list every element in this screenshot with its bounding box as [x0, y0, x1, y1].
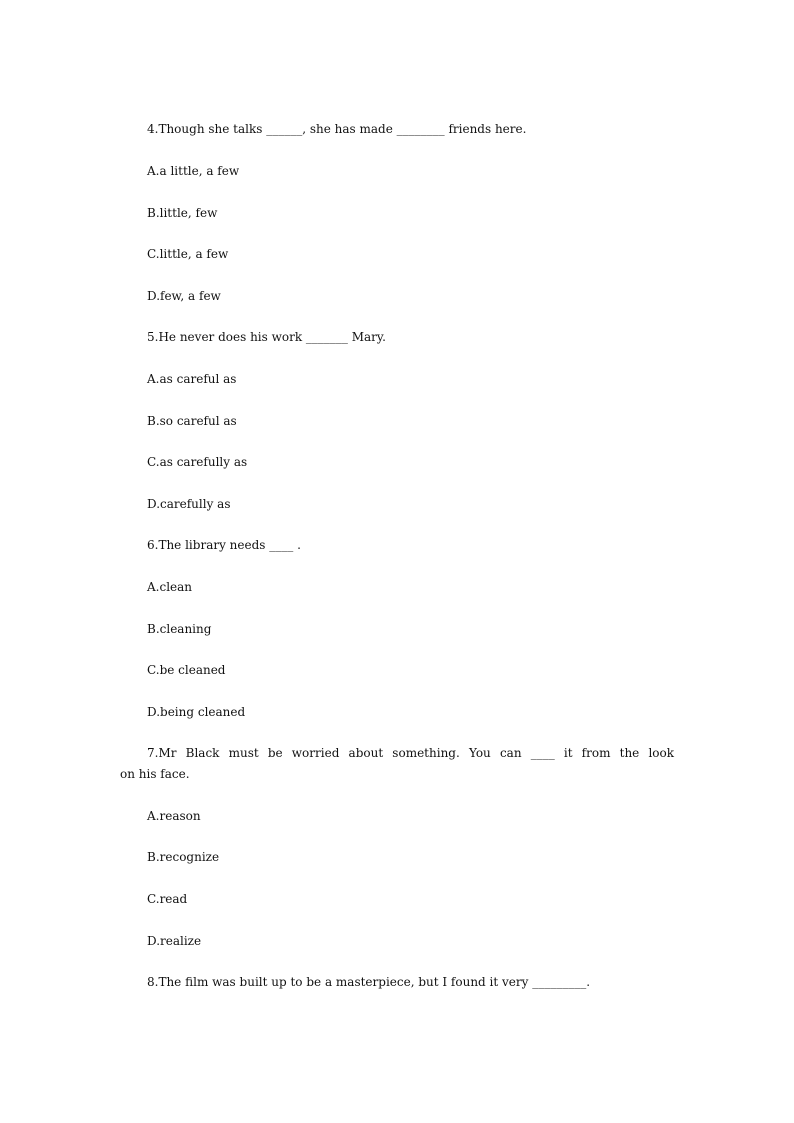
question-7-option-d: D.realize [147, 934, 202, 948]
question-6-stem: 6.The library needs ____ . [147, 538, 301, 552]
question-5-option-d: D.carefully as [147, 497, 231, 511]
question-4-option-b: B.little, few [147, 206, 218, 220]
question-6-option-d: D.being cleaned [147, 705, 246, 719]
question-6-option-b: B.cleaning [147, 622, 212, 636]
question-7-option-a: A.reason [147, 809, 201, 823]
question-7-stem: 7.Mr Black must be worried about something. You can ____ it from the look [147, 746, 674, 760]
question-5-option-c: C.as carefully as [147, 455, 248, 469]
question-4-stem: 4.Though she talks ______, she has made ________ friends here. [147, 122, 527, 136]
question-7-option-c: C.read [147, 892, 188, 906]
question-7-option-b: B.recognize [147, 850, 220, 864]
question-5-option-b: B.so careful as [147, 414, 237, 428]
question-5-stem: 5.He never does his work _______ Mary. [147, 330, 386, 344]
question-4-option-a: A.a little, a few [147, 164, 240, 178]
question-6-option-c: C.be cleaned [147, 663, 226, 677]
question-6-option-a: A.clean [147, 580, 193, 594]
question-7-stem-continued: on his face. [120, 767, 190, 781]
question-4-option-d: D.few, a few [147, 289, 221, 303]
question-5-option-a: A.as careful as [147, 372, 237, 386]
question-8-stem: 8.The film was built up to be a masterpiece, but I found it very _________. [147, 975, 591, 989]
question-4-option-c: C.little, a few [147, 247, 229, 261]
